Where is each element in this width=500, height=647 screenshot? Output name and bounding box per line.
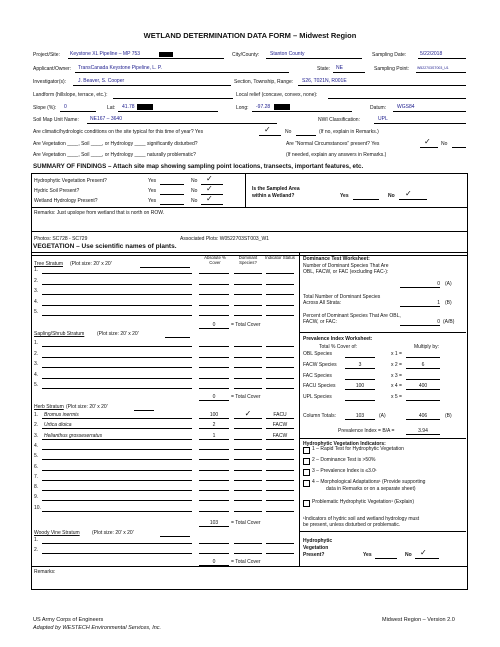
question-problematic: Are Vegetation ____, Soil ____, or Hydrology ____ naturally problematic? [33, 152, 196, 158]
indicator-footnote-2: be present, unless disturbed or problematic. [303, 522, 401, 528]
question-climatic: Are climatic/hydrologic conditions on the site typical for this time of year? Yes [33, 129, 204, 135]
date-value: 5/22/2018 [420, 51, 443, 57]
check-mark-icon: ✓ [424, 137, 431, 146]
herb-row-number: 10. [34, 504, 41, 511]
column-totals-label: Column Totals: [303, 413, 336, 419]
dominance-a-value: 0 [437, 281, 440, 287]
hydric-soil-no: No [191, 188, 198, 194]
section-value: S26, T021N, R001E [302, 78, 347, 84]
prevalence-cover-line [345, 400, 375, 401]
herb-indicator-line [266, 418, 294, 419]
herb-species-name: Bromus inermis [44, 412, 79, 418]
sapling-stratum-label: Sapling/Shrub Stratum [34, 331, 85, 337]
tree-indicator-line [266, 294, 294, 295]
herb-dominant-line [234, 470, 262, 471]
sapling-cover-line [199, 388, 229, 389]
check-mark-icon: ✓ [206, 174, 213, 183]
herb-species-name: Helianthus grosseserratus [44, 432, 103, 439]
herb-cover-line [199, 428, 229, 429]
associated-plots-label: Associated Plots: W0522703ST003_W1 [180, 236, 269, 242]
prevalence-cover-line [345, 379, 375, 380]
woody-indicator-line [266, 553, 294, 554]
herb-cover-line [199, 480, 229, 481]
prevalence-value-line [406, 379, 440, 380]
dominance-b-tag: (B) [445, 300, 452, 306]
herb-species-indicator: FACU [273, 412, 287, 418]
herb-species-name: Urtica dioica [44, 422, 72, 429]
hv-title-3: Present? [303, 552, 325, 558]
herb-stratum-label: Herb Stratum [34, 404, 64, 410]
summary-remarks: Remarks: Just upslope from wetland that is north on ROW. [34, 210, 165, 216]
prevalence-cover-line [345, 357, 375, 358]
checkbox-icon[interactable] [303, 469, 310, 476]
sapling-dominant-line [234, 388, 262, 389]
herb-total-label: = Total Cover [231, 520, 261, 526]
form-title: WETLAND DETERMINATION DATA FORM – Midwest Region [143, 31, 357, 40]
prevalence-cover-line [345, 389, 375, 390]
prevalence-row-multiplier: x 1 = [391, 351, 402, 357]
woody-indicator-line [266, 543, 294, 544]
tree-name-line [42, 294, 192, 295]
tree-indicator-line [266, 273, 294, 274]
prevalence-value-line [406, 400, 440, 401]
herb-cover-line [199, 439, 229, 440]
tree-cover-line [199, 273, 229, 274]
tree-name-line [42, 284, 192, 285]
herb-row-number: 8. [34, 484, 39, 491]
sapling-name-line [42, 357, 192, 358]
landform-label: Landform (hillslope, terrace, etc.): [33, 92, 108, 98]
sapling-row-number: 5. [34, 382, 39, 388]
sapling-indicator-line [266, 388, 294, 389]
woody-cover-line [199, 543, 229, 544]
wetland-hydrology-question: Wetland Hydrology Present? [34, 198, 98, 204]
prevalence-row-label: UPL Species [303, 394, 332, 401]
herb-plot-size: (Plot size: 20' x 20' [66, 404, 108, 410]
herb-indicator-line [266, 511, 294, 512]
indicator-status-header: Indicator Status [265, 255, 295, 260]
question-climatic-tail: (If no, explain in Remarks.) [319, 129, 379, 135]
prevalence-row-label: FACW Species [303, 361, 337, 368]
datum-value: WGS84 [397, 104, 415, 110]
dominance-a-label: Number of Dominant Species That Are OBL, FACW, or FAC (excluding FAC-): [303, 263, 389, 275]
footer-right: Midwest Region – Version 2.0 [382, 617, 455, 623]
herb-dominant-line [234, 490, 262, 491]
city-value: Stanton County [270, 51, 305, 57]
herb-dominant-line [234, 511, 262, 512]
footer-left-1: US Army Corps of Engineers [33, 617, 104, 623]
herb-cover-line [199, 490, 229, 491]
project-value: Keystone XL Pipeline – MP 753 [70, 51, 141, 57]
indicator-item-label: Problematic Hydrophytic Vegetation¹ (Explain) [312, 499, 414, 505]
tree-dominant-line [234, 305, 262, 306]
herb-cover-line [199, 470, 229, 471]
sapling-dominant-line [234, 357, 262, 358]
state-label: State: [317, 66, 331, 72]
check-mark-icon: ✓ [206, 184, 213, 193]
total-a-value: 103 [355, 413, 365, 419]
prevalence-row-multiplier: x 4 = [391, 383, 402, 390]
redaction-block [137, 104, 153, 110]
prevalence-row-value: 6 [421, 361, 425, 368]
dominance-ab-tag: (A/B) [443, 319, 455, 325]
tree-cover-line [199, 284, 229, 285]
question-problematic-tail: (If needed, explain any answers in Remarks.) [286, 152, 387, 158]
prevalence-row-value: 400 [418, 383, 428, 390]
woody-cover-line [199, 553, 229, 554]
sapling-total-value: 0 [212, 394, 216, 400]
herb-indicator-line [266, 500, 294, 501]
woody-total-label: = Total Cover [231, 559, 261, 565]
sapling-row-number: 3. [34, 361, 39, 367]
herb-row-number: 7. [34, 473, 39, 480]
herb-name-line [42, 418, 192, 419]
prevalence-row-cover: 3 [358, 361, 362, 368]
prevalence-index-value: 3.94 [418, 428, 428, 434]
woody-dominant-line [234, 553, 262, 554]
woody-row-number: 2. [34, 547, 39, 553]
sapling-name-line [42, 378, 192, 379]
herb-name-line [42, 490, 192, 491]
herb-cover-line [199, 418, 229, 419]
prevalence-value-line [406, 368, 440, 369]
herb-cover-line [199, 449, 229, 450]
hv-title-1: Hydrophytic [303, 538, 333, 544]
tree-row-number: 3. [34, 288, 39, 294]
tree-row-number: 1. [34, 267, 39, 273]
lat-value: 41.78 [122, 104, 135, 110]
herb-row-number: 3. [34, 432, 39, 439]
woody-dominant-line [234, 543, 262, 544]
question-normal-no: No [441, 141, 448, 147]
herb-species-cover: 100 [209, 412, 219, 418]
herb-total-value: 103 [209, 520, 219, 526]
dominance-ab-value: 0 [437, 319, 440, 325]
dominance-b-value: 1 [437, 300, 440, 306]
sampling-point-label: Sampling Point: [374, 66, 410, 72]
sapling-total-label: = Total Cover [231, 394, 261, 400]
tree-dominant-line [234, 273, 262, 274]
herb-row-number: 9. [34, 494, 39, 501]
herb-indicator-line [266, 428, 294, 429]
summary-heading: SUMMARY OF FINDINGS – Attach site map showing sampling point locations, transects, important features, etc. [33, 163, 364, 170]
wetland-hydrology-no: No [191, 198, 198, 204]
absolute-cover-header: Absolute % Cover [204, 255, 226, 265]
tree-total-label: = Total Cover [231, 322, 261, 328]
datum-label: Datum: [370, 105, 387, 111]
sapling-plot-size: (Plot size: 20' x 20' [97, 331, 139, 337]
wetland-hydrology-yes: Yes [148, 198, 157, 204]
dominance-ab-label: Percent of Dominant Species That Are OBL, FACW, or FAC: [303, 313, 401, 325]
herb-indicator-line [266, 459, 294, 460]
total-b-value: 406 [418, 413, 428, 419]
tree-dominant-line [234, 294, 262, 295]
tree-indicator-line [266, 305, 294, 306]
woody-vine-stratum-label: Woody Vine Stratum [34, 530, 80, 536]
herb-species-cover: 1 [212, 432, 216, 439]
tree-cover-line [199, 305, 229, 306]
herb-name-line [42, 439, 192, 440]
tree-name-line [42, 305, 192, 306]
checkbox-icon[interactable] [303, 458, 310, 465]
prevalence-row-multiplier: x 5 = [391, 394, 402, 401]
tree-name-line [42, 273, 192, 274]
tree-total-value: 0 [212, 322, 216, 328]
check-mark-icon: ✓ [405, 189, 412, 198]
hydric-soil-question: Hydric Soil Present? [34, 188, 80, 194]
tree-name-line [42, 315, 192, 316]
indicator-item-label: 1 – Rapid Test for Hydrophytic Vegetation [312, 446, 404, 452]
long-value: -97.28 [256, 104, 271, 110]
slope-label: Slope (%): [33, 105, 57, 111]
woody-name-line [42, 543, 192, 544]
total-b-tag: (B) [445, 413, 452, 419]
herb-cover-line [199, 459, 229, 460]
question-disturbed: Are Vegetation ____, Soil ____, or Hydrology ____ significantly disturbed? [33, 141, 198, 147]
applicant-label: Applicant/Owner: [33, 66, 72, 72]
indicator-footnote-1: ¹Indicators of hydric soil and wetland hydrology must [303, 516, 420, 522]
herb-name-line [42, 428, 192, 429]
prevalence-row-multiplier: x 3 = [391, 372, 402, 379]
tree-cover-line [199, 315, 229, 316]
tree-dominant-line [234, 315, 262, 316]
total-a-tag: (A) [379, 413, 386, 419]
hv-yes: Yes [363, 552, 372, 558]
sapling-indicator-line [266, 357, 294, 358]
tree-row-number: 4. [34, 298, 39, 305]
dominance-title: Dominance Test Worksheet: [303, 256, 370, 262]
soil-value: NE167 – 3640 [90, 116, 122, 122]
hv-title-2: Vegetation [303, 545, 329, 551]
herb-indicator-line [266, 439, 294, 440]
project-label: Project/Site: [33, 52, 60, 58]
state-value: NE [336, 65, 343, 71]
sapling-row-number: 2. [34, 350, 39, 357]
soil-label: Soil Map Unit Name: [33, 117, 79, 123]
tree-stratum-label: Tree Stratum [34, 261, 63, 267]
herb-dominant-line [234, 449, 262, 450]
relief-label: Local relief (concave, convex, none): [236, 92, 318, 98]
herb-dominant-line [234, 459, 262, 460]
tree-indicator-line [266, 315, 294, 316]
sapling-cover-line [199, 378, 229, 379]
herb-species-cover: 2 [212, 422, 216, 429]
herb-cover-line [199, 500, 229, 501]
herb-name-line [42, 500, 192, 501]
tree-row-number: 5. [34, 309, 39, 315]
prevalence-row-label: FACU Species [303, 383, 336, 390]
herb-dominant-line [234, 439, 262, 440]
prevalence-row-multiplier: x 2 = [391, 361, 402, 368]
tree-cover-line [199, 294, 229, 295]
sapling-row-number: 4. [34, 371, 39, 378]
hv-no: No [405, 552, 412, 558]
herb-indicator-line [266, 490, 294, 491]
woody-name-line [42, 553, 192, 554]
check-mark-icon: ✓ [206, 194, 213, 203]
prevalence-col-cover: Total % Cover of: [319, 344, 358, 350]
investigator-label: Investigator(s): [33, 79, 67, 85]
sampled-area-label: Is the Sampled Area [252, 186, 300, 192]
sapling-name-line [42, 388, 192, 389]
sapling-cover-line [199, 367, 229, 368]
prevalence-row-cover: 100 [355, 383, 365, 390]
dominant-species-header: Dominant Species? [238, 255, 258, 265]
indicators-title: Hydrophytic Vegetation Indicators: [303, 441, 386, 447]
sapling-cover-line [199, 357, 229, 358]
herb-name-line [42, 511, 192, 512]
herb-row-number: 5. [34, 453, 39, 460]
herb-dominant-line [234, 480, 262, 481]
check-mark-icon: ✓ [420, 548, 427, 557]
herb-dominant-line [234, 428, 262, 429]
herb-dominant-line [234, 418, 262, 419]
woody-row-number: 1. [34, 537, 39, 543]
prevalence-value-line [406, 389, 440, 390]
herb-indicator-line [266, 470, 294, 471]
hydrophytic-yes: Yes [148, 178, 157, 184]
vegetation-remarks: Remarks: [34, 569, 56, 575]
prevalence-row-label: FAC Species [303, 372, 332, 379]
prevalence-index-label: Prevalence Index = B/A = [338, 428, 395, 434]
dominance-a-tag: (A) [445, 281, 452, 287]
herb-name-line [42, 480, 192, 481]
question-normal: Are “Normal Circumstances” present? Yes [286, 141, 380, 147]
herb-species-indicator: FACW [272, 422, 288, 429]
herb-indicator-line [266, 449, 294, 450]
footer-left-2: Adapted by WESTECH Environmental Services, Inc. [33, 625, 162, 631]
indicator-item-label: 2 – Dominance Test is >50% [312, 457, 376, 463]
herb-name-line [42, 449, 192, 450]
sapling-name-line [42, 346, 192, 347]
redaction-block [274, 104, 290, 110]
herb-row-number: 4. [34, 442, 39, 449]
indicator-item-label: 4 – Morphological Adaptations¹ (Provide supporting [312, 479, 426, 485]
indicator-item-label: data in Remarks or on a separate sheet) [326, 486, 416, 492]
sapling-name-line [42, 367, 192, 368]
tree-row-number: 2. [34, 277, 39, 284]
woody-total-value: 0 [212, 559, 216, 565]
question-climatic-no: No [285, 129, 292, 135]
sapling-dominant-line [234, 367, 262, 368]
prevalence-row-label: OBL Species [303, 351, 332, 357]
prevalence-value-line [406, 357, 440, 358]
sapling-indicator-line [266, 346, 294, 347]
herb-row-number: 6. [34, 463, 39, 470]
sapling-indicator-line [266, 367, 294, 368]
nwi-value: UPL [378, 116, 388, 122]
herb-cover-line [199, 511, 229, 512]
tree-indicator-line [266, 284, 294, 285]
dominance-b-label: Total Number of Dominant Species Across All Strata: [303, 294, 381, 306]
prevalence-col-multiply: Multiply by: [414, 344, 440, 350]
hydric-soil-yes: Yes [148, 188, 157, 194]
herb-species-indicator: FACW [272, 432, 288, 439]
herb-indicator-line [266, 480, 294, 481]
woody-vine-plot-size: (Plot size: 20' x 20' [92, 530, 134, 536]
sampled-area-yes: Yes [340, 193, 349, 199]
sapling-cover-line [199, 346, 229, 347]
long-label: Long: [236, 105, 249, 111]
herb-row-number: 2. [34, 422, 39, 429]
nwi-label: NWI Classification: [318, 117, 360, 123]
lat-label: Lat: [107, 105, 116, 111]
checkbox-icon[interactable] [303, 447, 310, 454]
tree-dominant-line [234, 284, 262, 285]
within-wetland-label: within a Wetland? [252, 193, 295, 199]
sapling-row-number: 1. [34, 340, 39, 346]
date-label: Sampling Date: [372, 52, 407, 58]
hydrophytic-no: No [191, 178, 198, 184]
investigator-value: J. Beaver, S. Cooper [78, 78, 125, 84]
photos-label: Photos: SC728 - SC729 [34, 236, 88, 242]
sampled-area-no: No [388, 193, 395, 199]
city-label: City/County: [232, 52, 260, 58]
tree-plot-size: (Plot size: 20' x 20' [70, 261, 112, 267]
sapling-indicator-line [266, 378, 294, 379]
section-label: Section, Township, Range: [234, 79, 294, 85]
sapling-dominant-line [234, 378, 262, 379]
prevalence-title: Prevalence Index Worksheet: [303, 336, 373, 342]
checkbox-icon[interactable] [303, 480, 310, 487]
check-mark-icon: ✓ [264, 125, 271, 134]
redaction-block [159, 52, 173, 57]
applicant-value: TransCanada Keystone Pipeline, L. P. [78, 65, 162, 71]
vegetation-heading: VEGETATION – Use scientific names of plants. [33, 243, 177, 250]
prevalence-cover-line [345, 368, 375, 369]
herb-dominant-line [234, 500, 262, 501]
herb-dominant-check-icon: ✓ [244, 409, 252, 418]
hydrophytic-question: Hydrophytic Vegetation Present? [34, 178, 107, 184]
indicator-item-label: 3 – Prevalence Index is ≤3.0¹ [312, 468, 377, 474]
herb-row-number: 1. [34, 412, 39, 418]
herb-name-line [42, 459, 192, 460]
checkbox-icon[interactable] [303, 500, 310, 507]
sampling-point-value: W522703ST003_U1 [417, 66, 449, 70]
herb-name-line [42, 470, 192, 471]
slope-value: 0 [64, 104, 67, 110]
sapling-dominant-line [234, 346, 262, 347]
